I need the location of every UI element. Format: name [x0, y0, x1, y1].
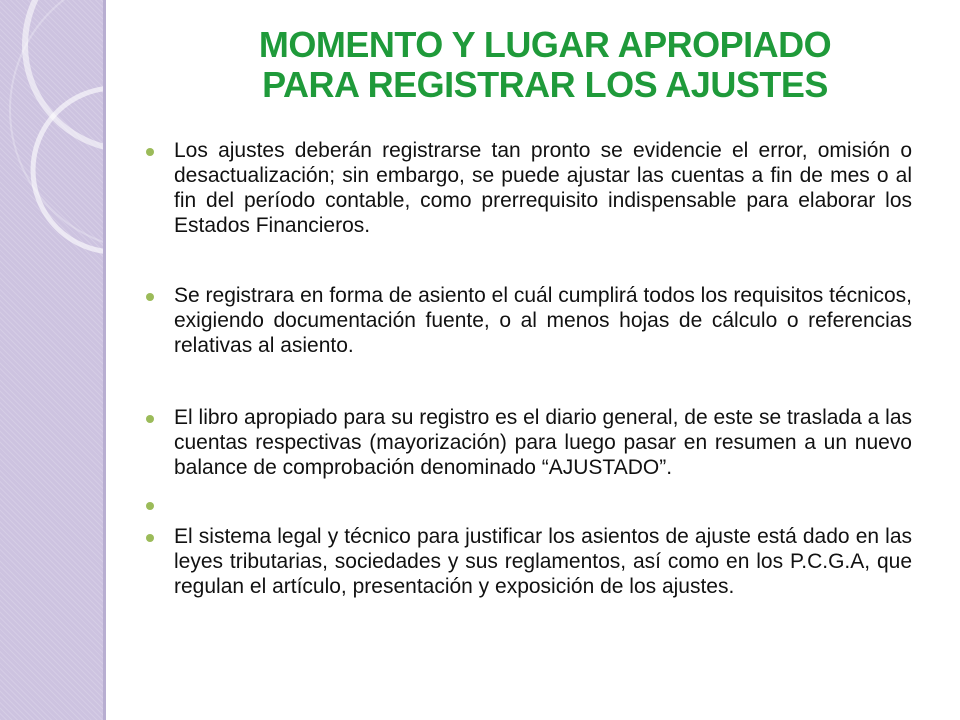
- bullet-dot-icon: [146, 148, 154, 156]
- side-band-edge: [103, 0, 106, 720]
- slide-title-line-2: PARA REGISTRAR LOS AJUSTES: [262, 64, 828, 105]
- bullet-dot-icon: [146, 293, 154, 301]
- slide-title-line-1: MOMENTO Y LUGAR APROPIADO: [258, 24, 832, 65]
- bullet-text: Los ajustes deberán registrarse tan pronto se evidencie el error, omisión o desactualización; sin embargo, se puede ajustar las cuentas a fin de mes o al fin del período contable, como prerrequisito indispensable para elaborar los Estados Financieros.: [174, 139, 912, 237]
- bullet-dot-icon: [146, 534, 154, 542]
- bullet-item: [146, 405, 912, 480]
- slide-title: [150, 25, 940, 105]
- bullet-item: [146, 138, 912, 238]
- decorative-circles: [0, 0, 106, 720]
- decorative-side-band: [0, 0, 106, 720]
- bullet-list: [146, 138, 912, 599]
- bullet-text: El libro apropiado para su registro es el diario general, de este se traslada a las cuentas respectivas (mayorización) para luego pasar en resumen a un nuevo balance de comprobación denominado “AJUSTADO”.: [174, 406, 912, 479]
- bullet-text: Se registrara en forma de asiento el cuál cumplirá todos los requisitos técnicos, exigiendo documentación fuente, o al menos hojas de cálculo o referencias relativas al asiento.: [174, 284, 912, 357]
- bullet-item-empty: [146, 492, 912, 517]
- bullet-item: [146, 524, 912, 599]
- bullet-dot-icon: [146, 415, 154, 423]
- bullet-text: El sistema legal y técnico para justificar los asientos de ajuste está dado en las leyes tributarias, sociedades y sus reglamentos, así como en los P.C.G.A, que regulan el artículo, presentación y exposición de los ajustes.: [174, 525, 912, 598]
- bullet-dot-icon: [146, 502, 154, 510]
- bullet-item: [146, 283, 912, 358]
